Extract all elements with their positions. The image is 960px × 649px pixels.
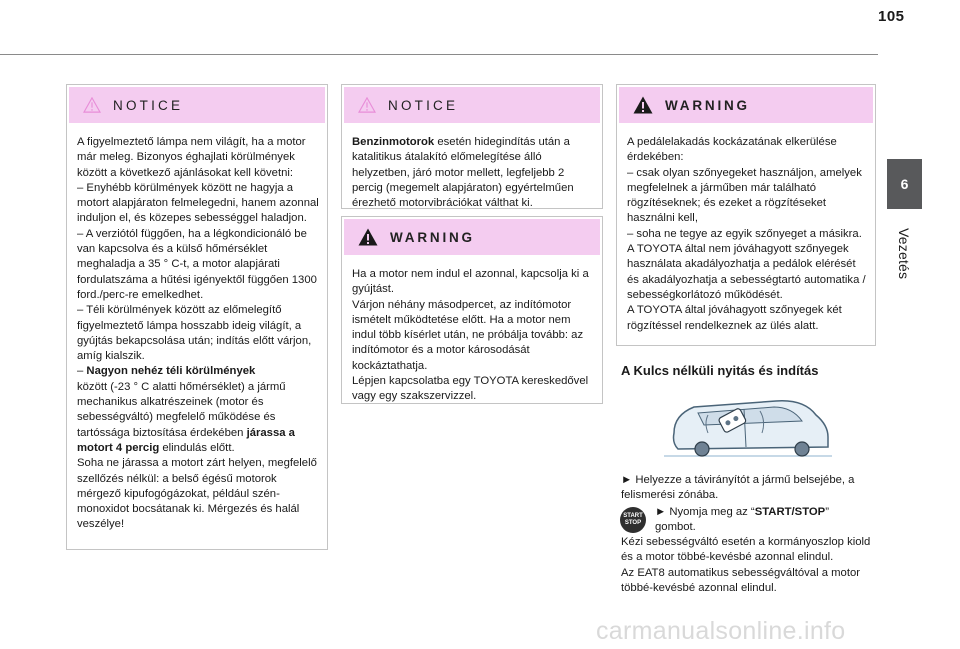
- warning-box-1: [341, 216, 603, 404]
- warning-box-2: [616, 84, 876, 346]
- instruction-step-2-line2: gombot.: [655, 521, 696, 533]
- notice-box-2: [341, 84, 603, 209]
- notice-text: között (-23 ° C alatti hőmérséklet) a jármű mechanikus alkatrészeinek (motor és sebességváltó) megfelelő működése és tartóssága biztosítása érdekében: [77, 380, 286, 439]
- warning-body: A pedálelakadás kockázatának elkerülése érdekében: – csak olyan szőnyegeket használjon, amelyek megfelelnek a járműben már található rögzítéseknek; és ezeket a rögzítéseket használni kell, – soha ne tegye az egyik szőnyeget a másikra. A TOYOTA által nem jóváhagyott szőnyegek használata akadályozhatja a pedálok elérését és akadályozhatja a sebességtartó automatika / sebességkorlátozó működését. A TOYOTA által jóváhagyott szőnyegek két rögzítéssel rendelkeznek az ülés alatt.: [627, 136, 866, 332]
- section-title: A Kulcs nélküli nyitás és indítás: [621, 363, 819, 378]
- notice-title: NOTICE: [113, 97, 184, 113]
- warning-triangle-outline-icon: [358, 97, 376, 113]
- instruction-text: ► Nyomja meg az “: [655, 506, 755, 518]
- top-rule: [0, 54, 878, 55]
- warning-header: [619, 87, 873, 123]
- notice-box-1: [66, 84, 328, 550]
- notice-text: elindulás előtt. Soha ne járassa a motort zárt helyen, megfelelő szellőzés nélkül: a belső égésű motorok mérgező kipufogógázokat, például szén-monoxidot bocsátanak ki. Mérgezés és halál veszélye!: [77, 441, 317, 531]
- start-stop-button-icon: [620, 507, 646, 533]
- instruction-step-2: [655, 505, 829, 520]
- instruction-text: ”: [825, 506, 829, 518]
- notice-header: [69, 87, 325, 123]
- notice-title: NOTICE: [388, 97, 459, 113]
- notice-body: [67, 125, 327, 541]
- watermark: carmanualsonline.info: [596, 617, 846, 645]
- warning-title: WARNING: [390, 229, 475, 245]
- warning-triangle-outline-icon: [83, 97, 101, 113]
- notice-bold-text: járassa a motort 4 percig: [77, 426, 295, 454]
- chapter-tab[interactable]: 6: [887, 159, 922, 209]
- warning-header: [344, 219, 600, 255]
- warning-body: Ha a motor nem indul el azonnal, kapcsolja ki a gyújtást. Várjon néhány másodpercet, az indítómotor ismételt működtetése előtt. Ha a motor nem indul több kísérlet után, ne próbálja tovább: az indítómotor és a motor károsodását kockáztathatja. Lépjen kapcsolatba egy TOYOTA kereskedővel vagy egy szakszervizzel.: [352, 268, 589, 403]
- instruction-step-1: ► Helyezze a távirányítót a jármű belsejébe, a felismerési zónába.: [621, 474, 855, 502]
- page-number: 105: [878, 8, 905, 25]
- start-icon-label: START: [623, 513, 643, 519]
- notice-text: A figyelmeztető lámpa nem világít, ha a motor már meleg. Bizonyos éghajlati körülmények között a következő ajánlásokat kell követni: – Enyhébb körülmények között ne hagyja a motort alapjáraton felmelegedni, hanem azonnal induljon el, és közepes sebességgel haladjon. – A verziótól függően, ha a légkondicionáló be van kapcsolva és a külső hőmérséklet meghaladja a 35 ° C-t, a motor alapjárati fordulatszáma a hűtési igényektől függően 1300 ford./perc-re emelkedhet. – Téli körülmények között az előmelegítő figyelmeztető lámpa hosszabb ideig világít, a gyújtás bekapcsolása után; indítás előtt várjon, amíg kialszik. –: [77, 136, 319, 378]
- stop-icon-label: STOP: [624, 520, 642, 526]
- warning-title: WARNING: [665, 97, 750, 113]
- notice-bold-text: Nagyon nehéz téli körülmények: [86, 365, 256, 378]
- warning-triangle-icon: [358, 228, 378, 246]
- notice-header: [344, 87, 600, 123]
- notice-bold-text: Benzinmotorok: [352, 136, 435, 148]
- notice-text: esetén hidegindítás után a katalitikus átalakító előmelegítése álló helyzetben, járó motor mellett, legfeljebb 2 percig (megemelt alapjáraton) egyértelműen érezhető motorvibrációkat válthat ki.: [352, 136, 574, 210]
- warning-triangle-icon: [633, 96, 653, 114]
- start-stop-label: START/STOP: [754, 506, 826, 518]
- keyless-paragraph: Kézi sebességváltó esetén a kormányoszlop kiold és a motor többé-kevésbé azonnal elindul. Az EAT8 automatikus sebességváltóval a motor többé-kevésbé azonnal elindul.: [621, 536, 871, 594]
- chapter-title: Vezetés: [896, 228, 912, 280]
- notice-body: [342, 125, 602, 219]
- car-key-illustration: [664, 393, 832, 457]
